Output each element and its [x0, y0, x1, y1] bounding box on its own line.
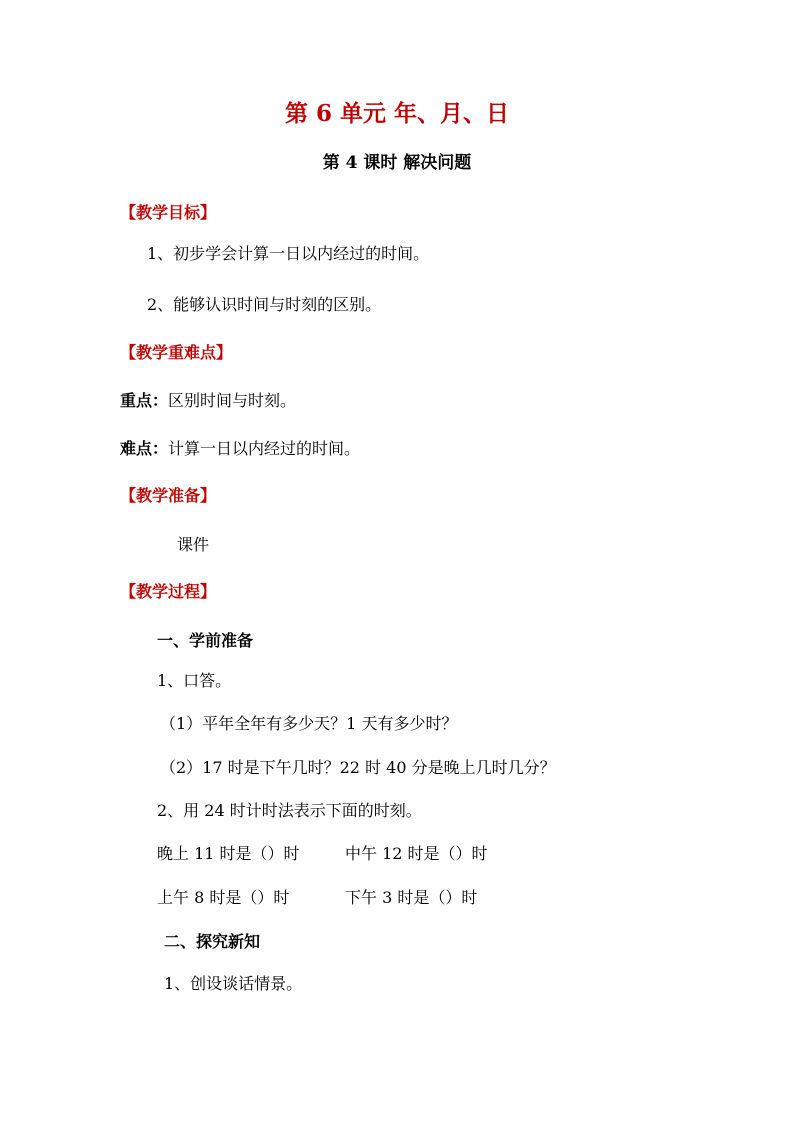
lesson-subtitle: 第 4 课时 解决问题 [322, 153, 472, 173]
focus-label: 重点： [120, 391, 169, 410]
conversion-row-2-left: 上午 8 时是（）时 [157, 888, 290, 907]
goals-heading: 【教学目标】 [120, 203, 217, 222]
conversion-row-1-left: 晚上 11 时是（）时 [157, 844, 300, 863]
goal-item-1: 1、初步学会计算一日以内经过的时间。 [147, 244, 430, 263]
part1-heading: 一、学前准备 [157, 631, 254, 650]
conversion-row-2-right: 下午 3 时是（）时 [345, 888, 478, 907]
difficulty-label: 难点： [120, 439, 169, 458]
difficulty-text: 计算一日以内经过的时间。 [168, 439, 361, 458]
question-2: 2、用 24 时计时法表示下面的时刻。 [157, 801, 422, 820]
part2-heading: 二、探究新知 [164, 932, 261, 951]
preparation-text: 课件 [177, 535, 210, 554]
key-points-heading: 【教学重难点】 [120, 343, 233, 362]
question-1b: （2）17 时是下午几时？22 时 40 分是晚上几时几分？ [160, 758, 556, 777]
question-1a: （1）平年全年有多少天？1 天有多少时？ [160, 714, 458, 733]
goal-item-2: 2、能够认识时间与时刻的区别。 [147, 295, 382, 314]
focus-text: 区别时间与时刻。 [168, 391, 297, 410]
conversion-row-1-right: 中午 12 时是（）时 [345, 844, 488, 863]
preparation-heading: 【教学准备】 [120, 486, 217, 505]
part2-item-1: 1、创设谈话情景。 [164, 974, 303, 993]
question-1: 1、口答。 [157, 671, 232, 690]
difficulty-line [120, 441, 360, 457]
document-title: 第 6 单元 年、月、日 [284, 100, 510, 127]
process-heading: 【教学过程】 [120, 582, 217, 601]
focus-line [120, 393, 296, 409]
